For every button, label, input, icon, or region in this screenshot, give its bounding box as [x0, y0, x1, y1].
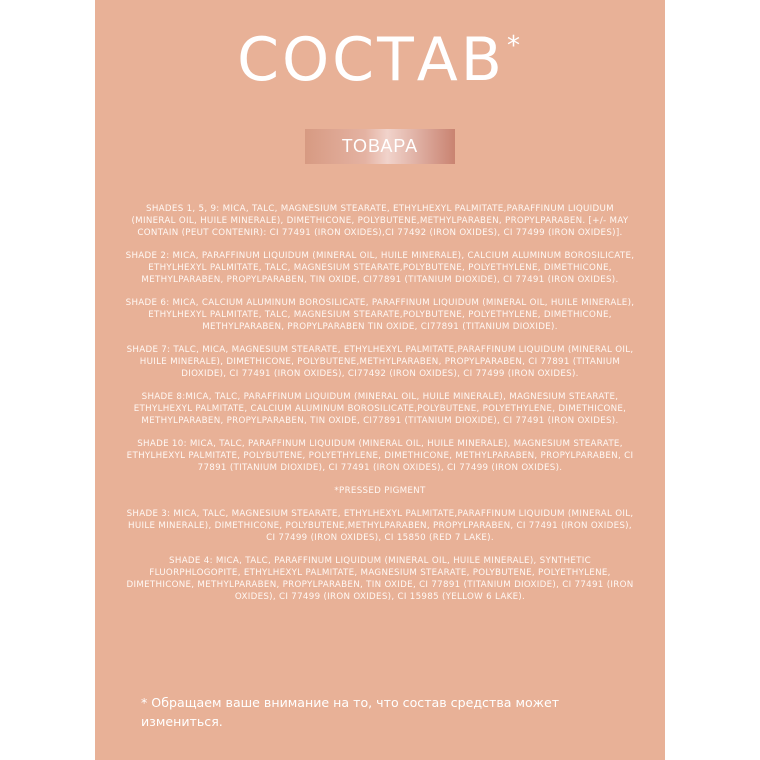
ingredients-list	[123, 203, 637, 614]
composition-card	[95, 0, 665, 760]
shade-ingredients: SHADE 2: MICA, PARAFFINUM LIQUIDUM (MINERAL OIL, HUILE MINERALE), CALCIUM ALUMINUM BOROSILICATE, ETHYLHEXYL PALMITATE, TALC, MAGNESIUM STEARATE,POLYBUTENE, POLYETHYLENE, DIMETHICONE, METHYLPARABEN, PROPYLPARABEN, TIN OXIDE, CI77891 (TITANIUM DIOXIDE), CI 77491 (IRON OXIDES).	[125, 251, 635, 285]
section-label: *PRESSED PIGMENT	[334, 486, 426, 496]
page-title	[95, 25, 665, 95]
subtitle-badge: ТОВАРА	[305, 129, 455, 164]
shade-ingredients: SHADE 3: MICA, TALC, MAGNESIUM STEARATE, ETHYLHEXYL PALMITATE,PARAFFINUM LIQUIDUM (MINERAL OIL, HUILE MINERALE), DIMETHICONE, POLYBUTENE,METHYLPARABEN, PROPYLPARABEN, CI 77491 (IRON OXIDES), CI 77499 (IRON OXIDES), CI 15850 (RED 7 LAKE).	[126, 509, 634, 543]
shade-ingredients: SHADE 4: MICA, TALC, PARAFFINUM LIQUIDUM (MINERAL OIL, HUILE MINERALE), SYNTHETIC FLUORPHLOGOPITE, ETHYLHEXYL PALMITATE, MAGNESIUM STEARATE, POLYBUTENE, POLYETHYLENE, DIMETHICONE, METHYLPARABEN, PROPYLPARABEN, TIN OXIDE, CI 77891 (TITANIUM DIOXIDE), CI 77491 (IRON OXIDES), CI 77499 (IRON OXIDES), CI 15985 (YELLOW 6 LAKE).	[126, 556, 634, 602]
shade-ingredients: SHADE 8:MICA, TALC, PARAFFINUM LIQUIDUM (MINERAL OIL, HUILE MINERALE), MAGNESIUM STEARATE, ETHYLHEXYL PALMITATE, CALCIUM ALUMINUM BOROSILICATE,POLYBUTENE, POLYETHYLENE, DIMETHICONE, METHYLPARABEN, PROPYLPARABEN, TIN OXIDE, CI77891 (TITANIUM DIOXIDE), CI 77491 (IRON OXIDES).	[133, 392, 627, 426]
shade-ingredients: SHADE 6: MICA, CALCIUM ALUMINUM BOROSILICATE, PARAFFINUM LIQUIDUM (MINERAL OIL, HUILE MINERALE), ETHYLHEXYL PALMITATE, TALC, MAGNESIUM STEARATE,POLYBUTENE, POLYETHYLENE, DIMETHICONE, METHYLPARABEN, PROPYLPARABEN TIN OXIDE, CI77891 (TITANIUM DIOXIDE).	[125, 298, 635, 332]
title-asterisk: *	[506, 31, 523, 61]
shade-ingredients: SHADE 10: MICA, TALC, PARAFFINUM LIQUIDUM (MINERAL OIL, HUILE MINERALE), MAGNESIUM STEARATE, ETHYLHEXYL PALMITATE, POLYBUTENE, POLYETHYLENE, DIMETHICONE, METHYLPARABEN, PROPYLPARABEN, CI 77891 (TITANIUM DIOXIDE), CI 77491 (IRON OXIDES), CI 77499 (IRON OXIDES).	[126, 439, 634, 473]
shade-ingredients: SHADE 7: TALC, MICA, MAGNESIUM STEARATE, ETHYLHEXYL PALMITATE,PARAFFINUM LIQUIDUM (MINERAL OIL, HUILE MINERALE), DIMETHICONE, POLYBUTENE,METHYLPARABEN, PROPYLPARABEN, CI 77891 (TITANIUM DIOXIDE), CI 77491 (IRON OXIDES), CI77492 (IRON OXIDES), CI 77499 (IRON OXIDES).	[126, 345, 634, 379]
shade-ingredients: SHADES 1, 5, 9: MICA, TALC, MAGNESIUM STEARATE, ETHYLHEXYL PALMITATE,PARAFFINUM LIQUIDUM (MINERAL OIL, HUILE MINERALE), DIMETHICONE, POLYBUTENE,METHYLPARABEN, PROPYLPARABEN. [+/- MAY CONTAIN (PEUT CONTENIR): CI 77491 (IRON OXIDES),CI 77492 (IRON OXIDES), CI 77499 (IRON OXIDES)].	[131, 204, 629, 238]
disclaimer-note: * Обращаем ваше внимание на то, что состав средства может измениться.	[141, 695, 560, 729]
title-text: СОСТАВ	[237, 25, 505, 95]
